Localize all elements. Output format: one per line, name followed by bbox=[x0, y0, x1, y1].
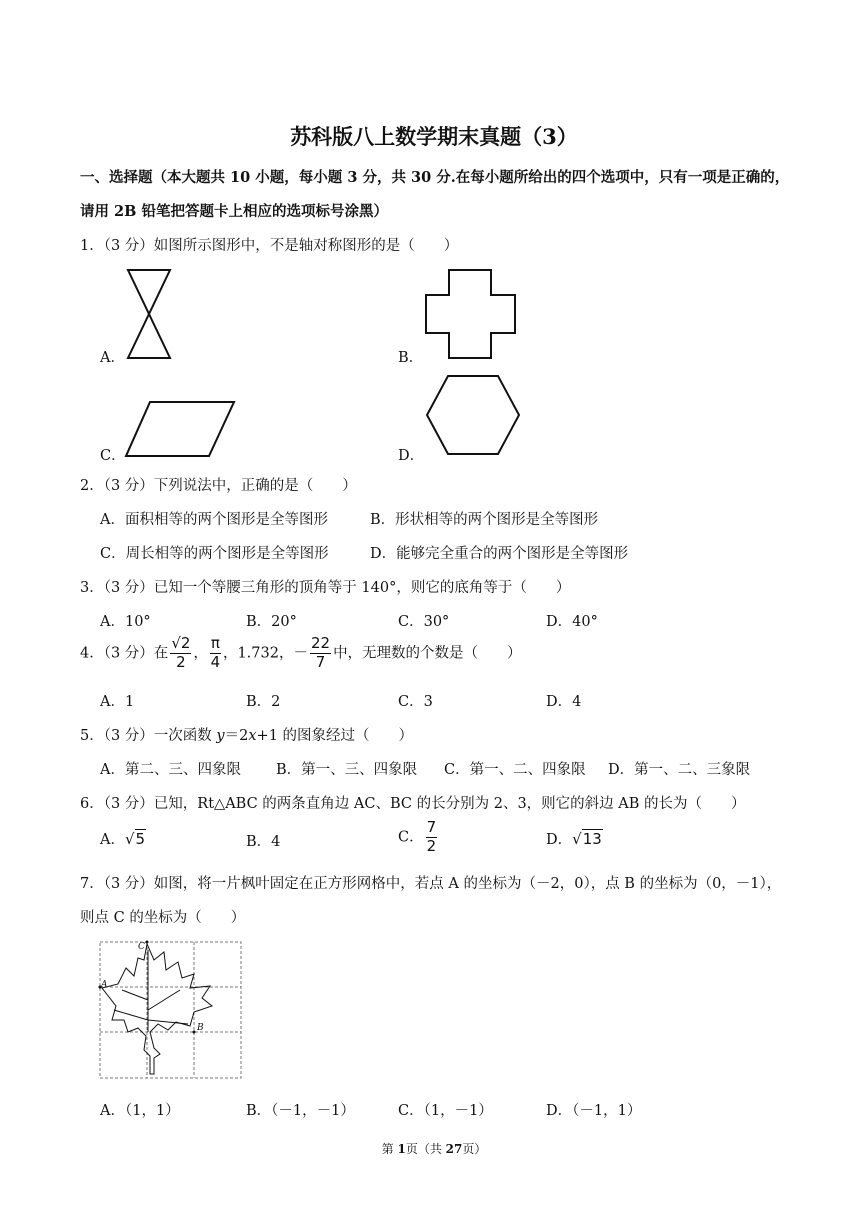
question-5-option-c: C．第一、二、四象限 bbox=[444, 762, 586, 778]
option-label: A． bbox=[100, 832, 125, 848]
footer-middle: 页（共 bbox=[405, 1142, 446, 1156]
footer-prefix: 第 bbox=[381, 1142, 398, 1156]
question-7-option-d: D．（－1，1） bbox=[546, 1103, 642, 1119]
section-header-line2: 请用 2B 铅笔把答题卡上相应的选项标号涂黑） bbox=[80, 203, 388, 220]
question-3-stem: 3．（3 分）已知一个等腰三角形的顶角等于 140°，则它的底角等于（ ） bbox=[80, 580, 571, 596]
fraction-numerator: √2 bbox=[171, 634, 191, 652]
question-1-option-d-label: D． bbox=[398, 448, 425, 464]
point-b-label: B bbox=[197, 1023, 204, 1033]
maple-leaf-grid-figure bbox=[98, 940, 244, 1082]
hexagon-figure bbox=[424, 374, 522, 456]
question-6-option-d bbox=[546, 828, 603, 849]
question-3-option-d: D．40° bbox=[546, 614, 598, 630]
sqrt-13: √13 bbox=[572, 830, 602, 848]
point-b bbox=[193, 1031, 196, 1034]
fraction-denominator: 2 bbox=[176, 652, 186, 671]
section-header-line1: 一、选择题（本大题共 10 小题，每小题 3 分，共 30 分.在每小题所给出的四个选项中，只有一项是正确的， bbox=[80, 169, 790, 186]
footer-suffix: 页） bbox=[462, 1142, 487, 1156]
question-1-option-a-label: A． bbox=[100, 350, 125, 366]
sqrt-5: √5 bbox=[124, 830, 146, 848]
option-label: D． bbox=[546, 832, 573, 848]
question-4-option-b: B．2 bbox=[246, 694, 281, 710]
total-page-count: 27 bbox=[445, 1142, 463, 1156]
question-2-option-c: C．周长相等的两个图形是全等图形 bbox=[100, 546, 329, 562]
question-4-option-a: A．1 bbox=[100, 694, 135, 710]
question-4-suffix: 中，无理数的个数是（ ） bbox=[333, 645, 522, 662]
variable-x: x bbox=[248, 728, 257, 744]
question-5-stem bbox=[80, 724, 413, 745]
fraction-numerator: 7 bbox=[426, 818, 437, 836]
fraction-numerator: 22 bbox=[310, 634, 331, 652]
point-c-label: C bbox=[138, 942, 145, 952]
question-5-text-c: +1 的图象经过（ ） bbox=[256, 728, 414, 744]
question-5-text-b: ＝2 bbox=[224, 728, 249, 744]
question-4-stem bbox=[80, 636, 522, 671]
question-2-option-a: A．面积相等的两个图形是全等图形 bbox=[100, 512, 328, 528]
question-3-option-b: B．20° bbox=[246, 614, 297, 630]
cross-figure bbox=[424, 268, 518, 360]
question-5-option-b: B．第一、三、四象限 bbox=[276, 762, 418, 778]
square-grid bbox=[100, 942, 241, 1078]
question-4-middle: ，1.732，－ bbox=[222, 645, 308, 662]
question-1-stem: 1．（3 分）如图所示图形中，不是轴对称图形的是（ ） bbox=[80, 238, 459, 254]
question-3-option-a: A．10° bbox=[100, 614, 151, 630]
question-4-prefix: 4．（3 分）在 bbox=[80, 645, 169, 662]
point-c bbox=[146, 941, 149, 944]
point-a bbox=[99, 986, 102, 989]
fraction-22-over-7 bbox=[310, 636, 331, 671]
radicand: 5 bbox=[135, 830, 146, 848]
fraction-pi-over-4 bbox=[210, 636, 221, 671]
question-1-option-b-label: B． bbox=[398, 350, 424, 366]
question-6-stem: 6．（3 分）已知，Rt△ABC 的两条直角边 AC、BC 的长分别为 2、3，则它的斜边 AB 的长为（ ） bbox=[80, 796, 746, 812]
page-title: 苏科版八上数学期末真题（3） bbox=[290, 124, 578, 149]
current-page-number: 1 bbox=[397, 1142, 406, 1156]
question-4-option-c: C．3 bbox=[398, 694, 433, 710]
radicand: 13 bbox=[582, 830, 602, 848]
point-a-label: A bbox=[101, 980, 108, 990]
fraction-sqrt2-over-2 bbox=[170, 636, 191, 671]
question-5-option-d: D．第一、二、三象限 bbox=[608, 762, 751, 778]
fraction-denominator: 4 bbox=[210, 652, 221, 671]
hourglass-figure bbox=[124, 268, 174, 360]
fraction-denominator: 7 bbox=[315, 652, 326, 671]
question-6-option-a bbox=[100, 828, 146, 849]
question-6-option-c bbox=[398, 820, 439, 855]
question-4-option-d: D．4 bbox=[546, 694, 582, 710]
variable-y: y bbox=[216, 728, 225, 744]
page-footer bbox=[0, 1140, 868, 1157]
question-5-text-a: 5．（3 分）一次函数 bbox=[80, 728, 217, 744]
question-7-option-b: B．（－1，－1） bbox=[246, 1103, 355, 1119]
question-7-line1: 7．（3 分）如图，将一片枫叶固定在正方形网格中，若点 A 的坐标为（－2，0），点 B 的坐标为（0，－1）， bbox=[80, 876, 782, 892]
question-2-option-d: D．能够完全重合的两个图形是全等图形 bbox=[370, 546, 629, 562]
question-7-option-a: A．（1，1） bbox=[100, 1103, 180, 1119]
fraction-denominator: 2 bbox=[426, 836, 437, 855]
question-3-option-c: C．30° bbox=[398, 614, 450, 630]
question-1-option-c-label: C． bbox=[100, 448, 126, 464]
fraction-7-over-2 bbox=[426, 820, 438, 855]
question-7-option-c: C．（1，－1） bbox=[398, 1103, 493, 1119]
question-5-option-a: A．第二、三、四象限 bbox=[100, 762, 241, 778]
parallelogram-figure bbox=[124, 400, 236, 458]
question-2-option-b: B．形状相等的两个图形是全等图形 bbox=[370, 512, 599, 528]
question-2-stem: 2．（3 分）下列说法中，正确的是（ ） bbox=[80, 478, 357, 494]
option-label: C． bbox=[398, 829, 424, 846]
maple-leaf-icon bbox=[102, 944, 212, 1074]
fraction-numerator: π bbox=[210, 634, 220, 652]
question-6-option-b: B．4 bbox=[246, 834, 281, 850]
separator: ， bbox=[193, 645, 208, 662]
question-7-line2: 则点 C 的坐标为（ ） bbox=[80, 910, 246, 926]
